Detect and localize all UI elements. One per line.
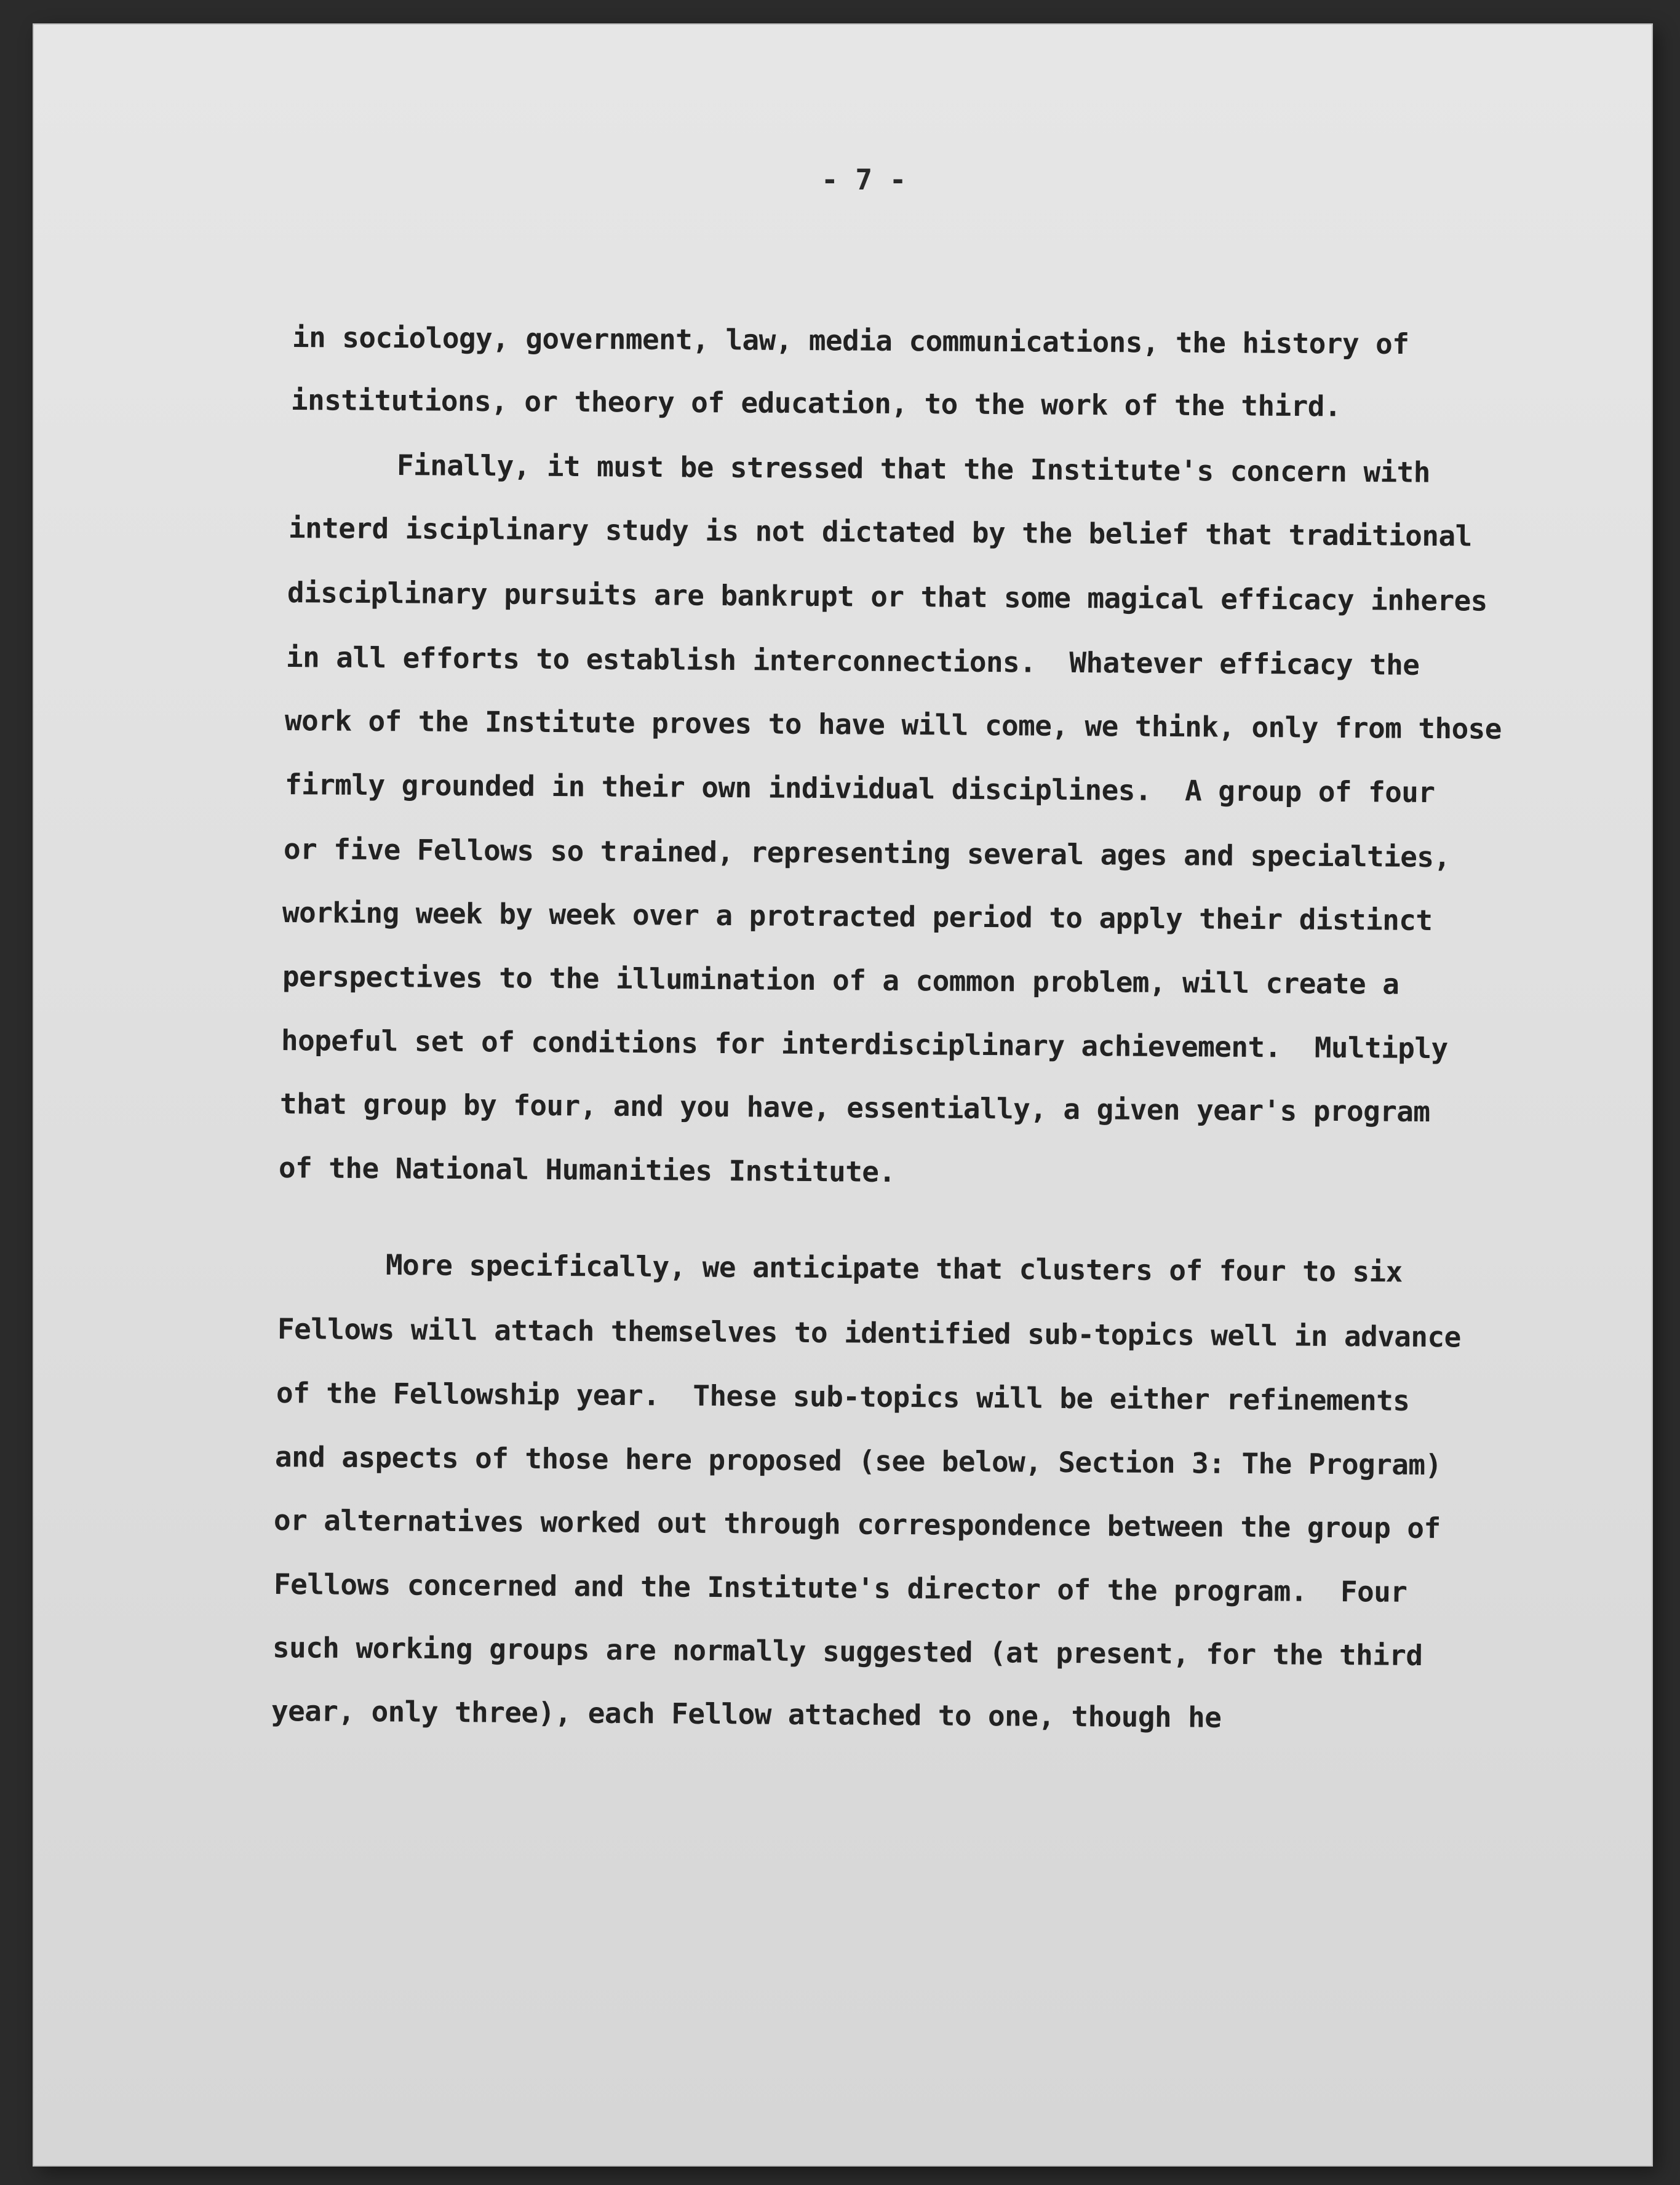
text-line: in sociology, government, law, media communications, the history of	[292, 320, 1409, 361]
text-line: More specifically, we anticipate that clusters of four to six	[385, 1248, 1403, 1289]
text-line: such working groups are normally suggested (at present, for the third	[272, 1631, 1423, 1673]
text-line: Finally, it must be stressed that the Institute's concern with	[396, 448, 1431, 489]
text-line: or alternatives worked out through correspondence between the group of	[273, 1503, 1441, 1545]
text-line: interd isciplinary study is not dictated by the belief that traditional	[288, 511, 1472, 553]
text-line: hopeful set of conditions for interdisciplinary achievement. Multiply	[281, 1024, 1448, 1065]
text-line: work of the Institute proves to have will come, we think, only from those	[284, 704, 1502, 746]
text-line: of the National Humanities Institute.	[278, 1151, 896, 1188]
text-line: Fellows will attach themselves to identified sub-topics well in advance	[277, 1312, 1461, 1354]
text-line: or five Fellows so trained, representing several ages and specialties,	[283, 832, 1451, 874]
text-line: institutions, or theory of education, to the work of the third.	[290, 383, 1342, 423]
page-number: - 7 -	[821, 163, 907, 196]
text-line: year, only three), each Fellow attached to one, though he	[271, 1694, 1222, 1734]
text-line: in all efforts to establish interconnections. Whatever efficacy the	[285, 640, 1420, 682]
text-line: that group by four, and you have, essentially, a given year's program	[279, 1087, 1430, 1129]
text-line: Fellows concerned and the Institute's director of the program. Four	[273, 1567, 1407, 1609]
text-line: and aspects of those here proposed (see below, Section 3: The Program)	[274, 1440, 1442, 1482]
document-page	[34, 25, 1652, 2165]
text-line: perspectives to the illumination of a common problem, will create a	[282, 960, 1399, 1001]
text-line: working week by week over a protracted period to apply their distinct	[282, 896, 1433, 937]
text-line: firmly grounded in their own individual disciplines. A group of four	[284, 768, 1435, 810]
text-line: of the Fellowship year. These sub-topics will be either refinements	[276, 1376, 1410, 1417]
text-line: disciplinary pursuits are bankrupt or that some magical efficacy inheres	[287, 576, 1487, 618]
